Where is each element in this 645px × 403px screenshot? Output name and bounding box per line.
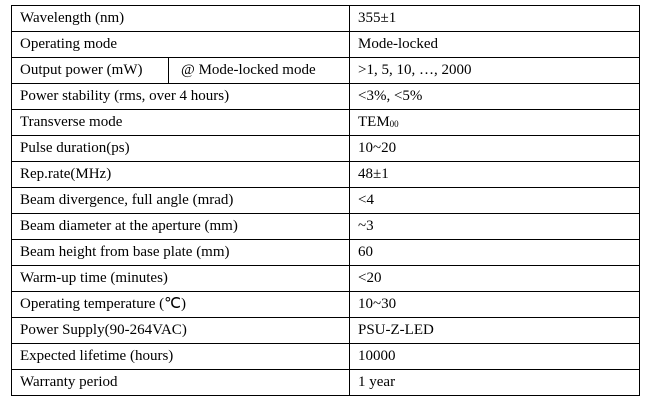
row-value-main: TEM [358,114,390,130]
row-value: 60 [350,240,640,266]
row-label: Output power (mW) [12,58,169,83]
table-row-output-power [12,58,640,84]
table-row-power-supply [12,318,640,344]
row-label-split [12,58,350,84]
row-label: Operating mode [12,32,350,58]
row-label: Wavelength (nm) [12,6,350,32]
table-row-expected-lifetime [12,344,640,370]
row-label: Power stability (rms, over 4 hours) [12,84,350,110]
row-label: Expected lifetime (hours) [12,344,350,370]
row-value: 1 year [350,370,640,396]
table-row-wavelength [12,6,640,32]
row-value: <20 [350,266,640,292]
table-row-power-stability [12,84,640,110]
row-value: PSU-Z-LED [350,318,640,344]
specifications-table [11,5,640,396]
table-row-rep-rate [12,162,640,188]
row-value: 10000 [350,344,640,370]
row-label: Beam height from base plate (mm) [12,240,350,266]
table-row-warranty-period [12,370,640,396]
row-label: Rep.rate(MHz) [12,162,350,188]
row-value: <4 [350,188,640,214]
table-row-beam-divergence [12,188,640,214]
table-row-warm-up-time [12,266,640,292]
row-value: >1, 5, 10, …, 2000 [350,58,640,84]
row-label: Warranty period [12,370,350,396]
table-row-beam-height [12,240,640,266]
table-row-operating-mode [12,32,640,58]
row-label: Beam diameter at the aperture (mm) [12,214,350,240]
row-value [350,110,640,136]
row-value: 48±1 [350,162,640,188]
row-label: Warm-up time (minutes) [12,266,350,292]
row-label: Power Supply(90-264VAC) [12,318,350,344]
row-value: ~3 [350,214,640,240]
row-label: Beam divergence, full angle (mrad) [12,188,350,214]
row-sublabel: @ Mode-locked mode [181,62,316,78]
row-label: Transverse mode [12,110,350,136]
table-row-pulse-duration [12,136,640,162]
table-row-transverse-mode [12,110,640,136]
table-row-beam-diameter [12,214,640,240]
row-value: Mode-locked [350,32,640,58]
table-row-operating-temperature [12,292,640,318]
row-value: 355±1 [350,6,640,32]
row-value-subscript: 00 [389,119,399,129]
row-value: 10~20 [350,136,640,162]
row-value: 10~30 [350,292,640,318]
row-label: Operating temperature (℃) [12,292,350,318]
row-value: <3%, <5% [350,84,640,110]
row-label: Pulse duration(ps) [12,136,350,162]
